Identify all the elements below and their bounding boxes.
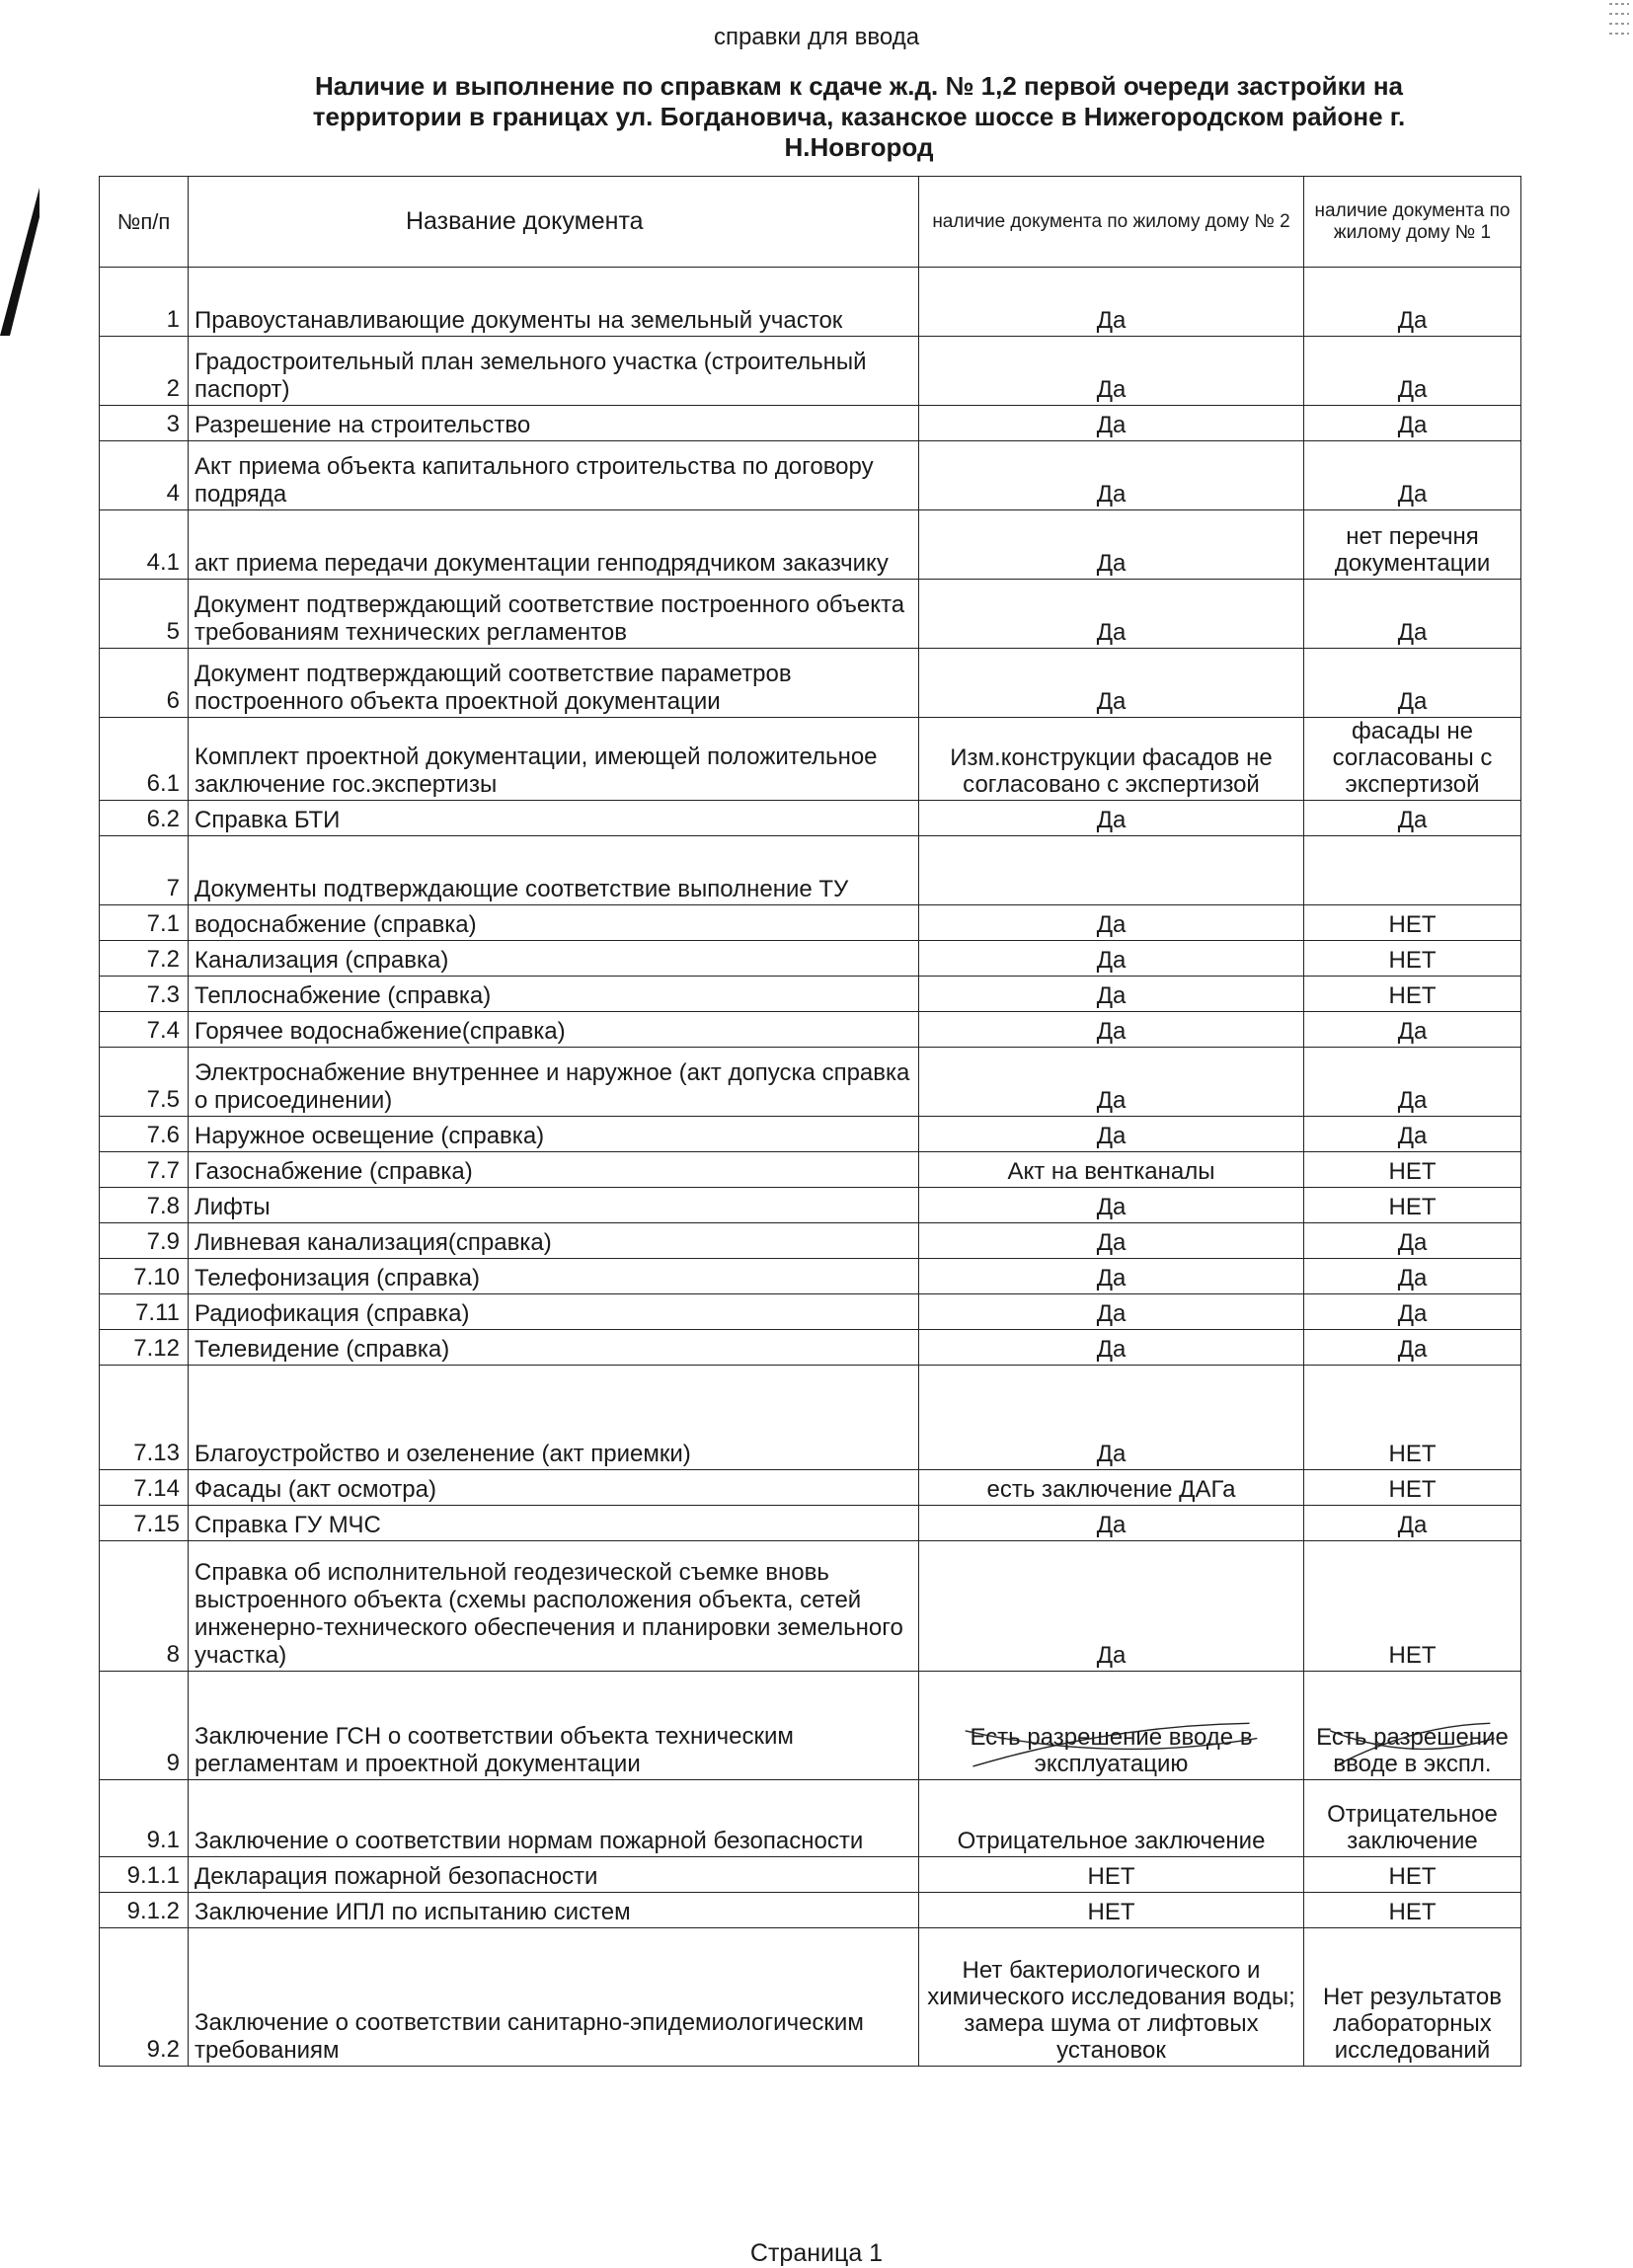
row-num-text: 7.15 bbox=[133, 1511, 180, 1537]
row-house1-text: НЕТ bbox=[1388, 1642, 1437, 1669]
row-house2-text: Да bbox=[1096, 1441, 1127, 1467]
table-row bbox=[100, 1857, 1521, 1893]
row-name-text: Заключение ГСН о соответствии объекта техническим регламентам и проектной документации bbox=[194, 1723, 794, 1777]
row-name-text: Лифты bbox=[194, 1194, 271, 1220]
row-num bbox=[100, 718, 189, 801]
row-house1-text: НЕТ bbox=[1388, 1476, 1437, 1503]
table-row bbox=[100, 1672, 1521, 1780]
row-name-text: Теплоснабжение (справка) bbox=[194, 982, 492, 1009]
row-house1-text: Отрицательное заключение bbox=[1327, 1801, 1498, 1854]
row-name-text: Благоустройство и озеленение (акт приемки) bbox=[194, 1441, 691, 1467]
row-house1 bbox=[1304, 1117, 1521, 1152]
row-num-text: 7.3 bbox=[146, 981, 180, 1008]
table-row bbox=[100, 1506, 1521, 1541]
row-house2 bbox=[919, 1223, 1304, 1259]
row-name bbox=[189, 905, 919, 941]
table-row bbox=[100, 1330, 1521, 1366]
row-name-text: акт приема передачи документации генподрядчиком заказчику bbox=[194, 550, 889, 577]
row-house1 bbox=[1304, 905, 1521, 941]
row-num bbox=[100, 268, 189, 337]
row-house2 bbox=[919, 1506, 1304, 1541]
row-num-text: 7.7 bbox=[146, 1157, 180, 1184]
title-line: Наличие и выполнение по справкам к сдаче ж.д. № 1,2 первой очереди застройки на bbox=[314, 71, 1404, 101]
row-num bbox=[100, 801, 189, 836]
row-house1-text: НЕТ bbox=[1388, 1899, 1437, 1925]
row-house2 bbox=[919, 1330, 1304, 1366]
row-house2 bbox=[919, 1117, 1304, 1152]
row-num-text: 5 bbox=[166, 618, 180, 645]
table-row bbox=[100, 337, 1521, 406]
row-house2-text: Да bbox=[1096, 1512, 1127, 1538]
row-num-text: 9.2 bbox=[146, 2036, 180, 2063]
table-row bbox=[100, 941, 1521, 977]
row-num bbox=[100, 1506, 189, 1541]
table-row bbox=[100, 1893, 1521, 1928]
row-num-text: 3 bbox=[166, 411, 180, 437]
table-row bbox=[100, 1780, 1521, 1857]
row-house1-text: Да bbox=[1397, 412, 1428, 438]
row-name bbox=[189, 1541, 919, 1672]
row-house1 bbox=[1304, 1928, 1521, 2067]
row-house2-text: Да bbox=[1096, 947, 1127, 974]
row-house2 bbox=[919, 977, 1304, 1012]
row-num bbox=[100, 441, 189, 510]
table-row bbox=[100, 977, 1521, 1012]
row-house1 bbox=[1304, 337, 1521, 406]
row-house2-text: Да bbox=[1096, 1194, 1127, 1220]
row-house1 bbox=[1304, 649, 1521, 718]
row-name bbox=[189, 1780, 919, 1857]
row-num-text: 9.1.2 bbox=[126, 1898, 180, 1924]
row-num bbox=[100, 1470, 189, 1506]
row-num bbox=[100, 1857, 189, 1893]
row-house2 bbox=[919, 1152, 1304, 1188]
row-house1-text: НЕТ bbox=[1388, 947, 1437, 974]
row-name-text: Документ подтверждающий соответствие параметров построенного объекта проектной документации bbox=[194, 661, 792, 715]
row-house1 bbox=[1304, 1223, 1521, 1259]
documents-table bbox=[99, 176, 1521, 2067]
row-house2 bbox=[919, 1672, 1304, 1780]
row-name bbox=[189, 1893, 919, 1928]
row-house1-text: Да bbox=[1397, 688, 1428, 715]
row-num bbox=[100, 836, 189, 905]
row-name-text: Справка ГУ МЧС bbox=[194, 1512, 381, 1538]
row-name-text: Правоустанавливающие документы на земельный участок bbox=[194, 307, 843, 334]
row-name bbox=[189, 580, 919, 649]
row-house2 bbox=[919, 580, 1304, 649]
row-name-text: Телевидение (справка) bbox=[194, 1336, 450, 1363]
table-row bbox=[100, 1048, 1521, 1117]
table-row bbox=[100, 510, 1521, 580]
row-house1 bbox=[1304, 977, 1521, 1012]
header-num: №п/п bbox=[100, 177, 189, 268]
row-house2-text: есть заключение ДАГа bbox=[986, 1476, 1236, 1503]
table-row bbox=[100, 1928, 1521, 2067]
row-house1 bbox=[1304, 1048, 1521, 1117]
row-house1 bbox=[1304, 1188, 1521, 1223]
row-num bbox=[100, 1117, 189, 1152]
row-num-text: 7.1 bbox=[146, 910, 180, 937]
row-name-text: Градостроительный план земельного участка (строительный паспорт) bbox=[194, 349, 867, 403]
row-house1-text: НЕТ bbox=[1388, 1441, 1437, 1467]
row-house2-text: Да bbox=[1096, 1123, 1127, 1149]
row-house2 bbox=[919, 268, 1304, 337]
row-house1 bbox=[1304, 1672, 1521, 1780]
row-num-text: 8 bbox=[166, 1641, 180, 1668]
row-house1-text: НЕТ bbox=[1388, 982, 1437, 1009]
row-num-text: 7 bbox=[166, 875, 180, 901]
row-house2-text: Да bbox=[1096, 1229, 1127, 1256]
row-num-text: 4 bbox=[166, 480, 180, 507]
row-num bbox=[100, 1259, 189, 1294]
row-name-text: Электроснабжение внутреннее и наружное (акт допуска справка о присоединении) bbox=[194, 1059, 910, 1114]
table-row bbox=[100, 406, 1521, 441]
row-name bbox=[189, 1672, 919, 1780]
title-line: Н.Новгород bbox=[784, 132, 934, 162]
row-num bbox=[100, 977, 189, 1012]
row-name bbox=[189, 1506, 919, 1541]
row-num bbox=[100, 1672, 189, 1780]
table-row bbox=[100, 905, 1521, 941]
row-name-text: Горячее водоснабжение(справка) bbox=[194, 1018, 566, 1045]
row-house1 bbox=[1304, 1893, 1521, 1928]
row-house1 bbox=[1304, 1506, 1521, 1541]
row-num bbox=[100, 1152, 189, 1188]
row-name-text: Заключение о соответствии санитарно-эпидемиологическим требованиям bbox=[194, 2009, 864, 2064]
row-house1 bbox=[1304, 1259, 1521, 1294]
row-name bbox=[189, 1857, 919, 1893]
row-house1 bbox=[1304, 1857, 1521, 1893]
row-house1-text: Нет результатов лабораторных исследований bbox=[1323, 1984, 1502, 2064]
row-house2-text: Нет бактериологического и химического исследования воды; замера шума от лифтовых установок bbox=[927, 1957, 1295, 2064]
table-row bbox=[100, 1294, 1521, 1330]
row-name bbox=[189, 836, 919, 905]
row-num-text: 7.11 bbox=[135, 1299, 180, 1326]
row-house1-text: Да bbox=[1397, 1229, 1428, 1256]
row-house1-text: Да bbox=[1397, 307, 1428, 334]
row-num-text: 7.10 bbox=[133, 1264, 180, 1290]
row-house2 bbox=[919, 337, 1304, 406]
table-row bbox=[100, 1012, 1521, 1048]
row-house2-text: Да bbox=[1096, 1300, 1127, 1327]
row-house1-text: Да bbox=[1397, 807, 1428, 833]
row-house2 bbox=[919, 1780, 1304, 1857]
row-house1 bbox=[1304, 1541, 1521, 1672]
row-num bbox=[100, 1048, 189, 1117]
row-house2 bbox=[919, 1366, 1304, 1470]
row-num-text: 6.2 bbox=[146, 806, 180, 832]
row-house2 bbox=[919, 1928, 1304, 2067]
row-house2-text: Да bbox=[1096, 1336, 1127, 1363]
row-house2-text: Да bbox=[1096, 1087, 1127, 1114]
row-house2-text: Да bbox=[1096, 412, 1127, 438]
row-house2-text: Да bbox=[1096, 550, 1127, 577]
row-house1-text: Да bbox=[1397, 376, 1428, 403]
row-name-text: Справка об исполнительной геодезической съемке вновь выстроенного объекта (схемы расположения объекта, сетей инженерно-технического обеспечения и планировки земельного участка) bbox=[194, 1559, 903, 1669]
row-house2 bbox=[919, 406, 1304, 441]
row-house1 bbox=[1304, 801, 1521, 836]
row-house2 bbox=[919, 1012, 1304, 1048]
row-house2-text: Акт на вентканалы bbox=[1007, 1158, 1215, 1185]
row-num bbox=[100, 941, 189, 977]
header-house1: наличие документа по жилому дому № 1 bbox=[1304, 177, 1521, 268]
row-num bbox=[100, 1330, 189, 1366]
row-house1 bbox=[1304, 1780, 1521, 1857]
scan-margin-mark bbox=[0, 188, 39, 336]
row-house1-text: Да bbox=[1397, 1300, 1428, 1327]
table-row bbox=[100, 1188, 1521, 1223]
row-house1-text: Да bbox=[1397, 1087, 1428, 1114]
table-row bbox=[100, 1117, 1521, 1152]
row-house1-text: Да bbox=[1397, 1018, 1428, 1045]
row-house2 bbox=[919, 941, 1304, 977]
table-row bbox=[100, 1366, 1521, 1470]
row-house1-text: Да bbox=[1397, 1265, 1428, 1291]
document-title bbox=[237, 71, 1481, 163]
row-name bbox=[189, 801, 919, 836]
row-house1 bbox=[1304, 836, 1521, 905]
table-row bbox=[100, 1470, 1521, 1506]
row-house2 bbox=[919, 1893, 1304, 1928]
row-num-text: 9.1 bbox=[146, 1827, 180, 1853]
row-num-text: 7.6 bbox=[146, 1122, 180, 1148]
row-house1 bbox=[1304, 510, 1521, 580]
row-name bbox=[189, 1259, 919, 1294]
row-house1-text: НЕТ bbox=[1388, 911, 1437, 938]
row-name-text: Заключение ИПЛ по испытанию систем bbox=[194, 1899, 631, 1925]
row-house1 bbox=[1304, 1152, 1521, 1188]
row-house2 bbox=[919, 905, 1304, 941]
row-num-text: 6 bbox=[166, 687, 180, 714]
row-house1 bbox=[1304, 406, 1521, 441]
row-num bbox=[100, 1780, 189, 1857]
row-house1-text: НЕТ bbox=[1388, 1194, 1437, 1220]
row-house1 bbox=[1304, 1330, 1521, 1366]
row-house2 bbox=[919, 510, 1304, 580]
row-name-text: Радиофикация (справка) bbox=[194, 1300, 470, 1327]
row-house2-text: НЕТ bbox=[1087, 1863, 1135, 1890]
row-house1 bbox=[1304, 1470, 1521, 1506]
row-house2-text: Да bbox=[1096, 619, 1127, 646]
row-house2-text: Отрицательное заключение bbox=[957, 1828, 1266, 1854]
row-name bbox=[189, 1152, 919, 1188]
row-num bbox=[100, 905, 189, 941]
row-name bbox=[189, 441, 919, 510]
table-row bbox=[100, 1259, 1521, 1294]
row-house1-text: Да bbox=[1397, 481, 1428, 508]
row-num bbox=[100, 406, 189, 441]
table-row bbox=[100, 1223, 1521, 1259]
row-name-text: Фасады (акт осмотра) bbox=[194, 1476, 436, 1503]
row-house2 bbox=[919, 1259, 1304, 1294]
table-row bbox=[100, 718, 1521, 801]
row-house2-text: Да bbox=[1096, 481, 1127, 508]
table-header-row bbox=[100, 177, 1521, 268]
row-name-text: Справка БТИ bbox=[194, 807, 341, 833]
row-name bbox=[189, 1330, 919, 1366]
row-num bbox=[100, 1928, 189, 2067]
row-name-text: Заключение о соответствии нормам пожарной безопасности bbox=[194, 1828, 864, 1854]
row-num-text: 9.1.1 bbox=[126, 1862, 180, 1889]
row-house1 bbox=[1304, 441, 1521, 510]
header-name: Название документа bbox=[189, 177, 919, 268]
row-name-text: Канализация (справка) bbox=[194, 947, 449, 974]
row-house2 bbox=[919, 1857, 1304, 1893]
row-house2 bbox=[919, 1048, 1304, 1117]
row-house2 bbox=[919, 718, 1304, 801]
row-name bbox=[189, 1470, 919, 1506]
table-row bbox=[100, 268, 1521, 337]
row-name-text: Ливневая канализация(справка) bbox=[194, 1229, 552, 1256]
row-num bbox=[100, 1223, 189, 1259]
row-num-text: 2 bbox=[166, 375, 180, 402]
row-num bbox=[100, 1541, 189, 1672]
row-num bbox=[100, 1188, 189, 1223]
row-num-text: 7.2 bbox=[146, 946, 180, 973]
row-name bbox=[189, 718, 919, 801]
row-name-text: Наружное освещение (справка) bbox=[194, 1123, 545, 1149]
row-name-text: Комплект проектной документации, имеющей положительное заключение гос.экспертизы bbox=[194, 743, 878, 798]
row-name bbox=[189, 1117, 919, 1152]
top-note: справки для ввода bbox=[713, 24, 920, 50]
table-row bbox=[100, 1152, 1521, 1188]
row-house2-text: Да bbox=[1096, 688, 1127, 715]
table-row bbox=[100, 836, 1521, 905]
table-row bbox=[100, 649, 1521, 718]
table-row bbox=[100, 441, 1521, 510]
row-house2-text: НЕТ bbox=[1087, 1899, 1135, 1925]
row-num bbox=[100, 337, 189, 406]
row-num-text: 7.4 bbox=[146, 1017, 180, 1044]
row-num-text: 4.1 bbox=[146, 549, 180, 576]
row-name-text: Декларация пожарной безопасности bbox=[194, 1863, 598, 1890]
row-name-text: Разрешение на строительство bbox=[194, 412, 531, 438]
row-name bbox=[189, 1928, 919, 2067]
row-house1 bbox=[1304, 268, 1521, 337]
row-house1-text: Да bbox=[1397, 1123, 1428, 1149]
row-house1-text: нет перечня документации bbox=[1334, 523, 1491, 577]
row-house2 bbox=[919, 1470, 1304, 1506]
title-line: территории в границах ул. Богдановича, казанское шоссе в Нижегородском районе г. bbox=[312, 102, 1406, 131]
row-house1 bbox=[1304, 941, 1521, 977]
row-num bbox=[100, 510, 189, 580]
row-name bbox=[189, 406, 919, 441]
row-name-text: Телефонизация (справка) bbox=[194, 1265, 480, 1291]
row-house2-text: Изм.конструкции фасадов не согласовано с экспертизой bbox=[950, 744, 1273, 798]
row-name bbox=[189, 1223, 919, 1259]
row-num-text: 9 bbox=[166, 1750, 180, 1776]
row-num bbox=[100, 1366, 189, 1470]
row-house2-text: Да bbox=[1096, 376, 1127, 403]
row-house1 bbox=[1304, 580, 1521, 649]
row-house2 bbox=[919, 649, 1304, 718]
row-house2-text: Есть разрешение вводе в эксплуатацию bbox=[970, 1724, 1253, 1777]
row-house1 bbox=[1304, 1366, 1521, 1470]
row-num-text: 7.8 bbox=[146, 1193, 180, 1219]
row-house1 bbox=[1304, 718, 1521, 801]
row-house2-text: Да bbox=[1096, 1265, 1127, 1291]
row-name-text: водоснабжение (справка) bbox=[194, 911, 477, 938]
row-num-text: 6.1 bbox=[146, 770, 180, 797]
row-name-text: Документы подтверждающие соответствие выполнение ТУ bbox=[194, 876, 849, 902]
row-house2 bbox=[919, 1541, 1304, 1672]
row-house1-text: фасады не согласованы с экспертизой bbox=[1332, 718, 1493, 798]
row-house2 bbox=[919, 801, 1304, 836]
page-footer: Страница 1 bbox=[749, 2239, 884, 2267]
row-num-text: 7.12 bbox=[133, 1335, 180, 1362]
row-name bbox=[189, 977, 919, 1012]
row-num bbox=[100, 1893, 189, 1928]
row-house1-text: НЕТ bbox=[1388, 1158, 1437, 1185]
table-row bbox=[100, 580, 1521, 649]
row-num bbox=[100, 1012, 189, 1048]
row-name bbox=[189, 268, 919, 337]
row-name bbox=[189, 1048, 919, 1117]
row-house2 bbox=[919, 836, 1304, 905]
row-house2 bbox=[919, 1188, 1304, 1223]
row-house2-text: Да bbox=[1096, 807, 1127, 833]
row-house2 bbox=[919, 1294, 1304, 1330]
row-name-text: Документ подтверждающий соответствие построенного объекта требованиям технических регламентов bbox=[194, 591, 905, 646]
row-name bbox=[189, 649, 919, 718]
row-house2-text: Да bbox=[1096, 911, 1127, 938]
row-house2-text: Да bbox=[1096, 307, 1127, 334]
row-house1-text: НЕТ bbox=[1388, 1863, 1437, 1890]
row-name bbox=[189, 1188, 919, 1223]
row-name bbox=[189, 1366, 919, 1470]
row-name bbox=[189, 510, 919, 580]
row-num bbox=[100, 580, 189, 649]
row-num-text: 7.13 bbox=[133, 1440, 180, 1466]
row-num-text: 7.14 bbox=[133, 1475, 180, 1502]
header-house2: наличие документа по жилому дому № 2 bbox=[919, 177, 1304, 268]
row-name bbox=[189, 1012, 919, 1048]
row-house1-text: Да bbox=[1397, 1512, 1428, 1538]
row-num-text: 1 bbox=[166, 306, 180, 333]
row-house1-text: Да bbox=[1397, 1336, 1428, 1363]
table-row bbox=[100, 801, 1521, 836]
row-name-text: Газоснабжение (справка) bbox=[194, 1158, 473, 1185]
row-house1-text: Есть разрешение вводе в экспл. bbox=[1316, 1724, 1509, 1777]
row-name bbox=[189, 337, 919, 406]
row-num bbox=[100, 1294, 189, 1330]
row-house2-text: Да bbox=[1096, 1018, 1127, 1045]
row-house2-text: Да bbox=[1096, 1642, 1127, 1669]
row-name bbox=[189, 1294, 919, 1330]
row-num-text: 7.9 bbox=[146, 1228, 180, 1255]
table-row bbox=[100, 1541, 1521, 1672]
row-house1-text: Да bbox=[1397, 619, 1428, 646]
row-num bbox=[100, 649, 189, 718]
row-house1 bbox=[1304, 1012, 1521, 1048]
row-name bbox=[189, 941, 919, 977]
row-house1 bbox=[1304, 1294, 1521, 1330]
row-house2-text: Да bbox=[1096, 982, 1127, 1009]
row-num-text: 7.5 bbox=[146, 1086, 180, 1113]
row-name-text: Акт приема объекта капитального строительства по договору подряда bbox=[194, 453, 874, 508]
row-house2 bbox=[919, 441, 1304, 510]
